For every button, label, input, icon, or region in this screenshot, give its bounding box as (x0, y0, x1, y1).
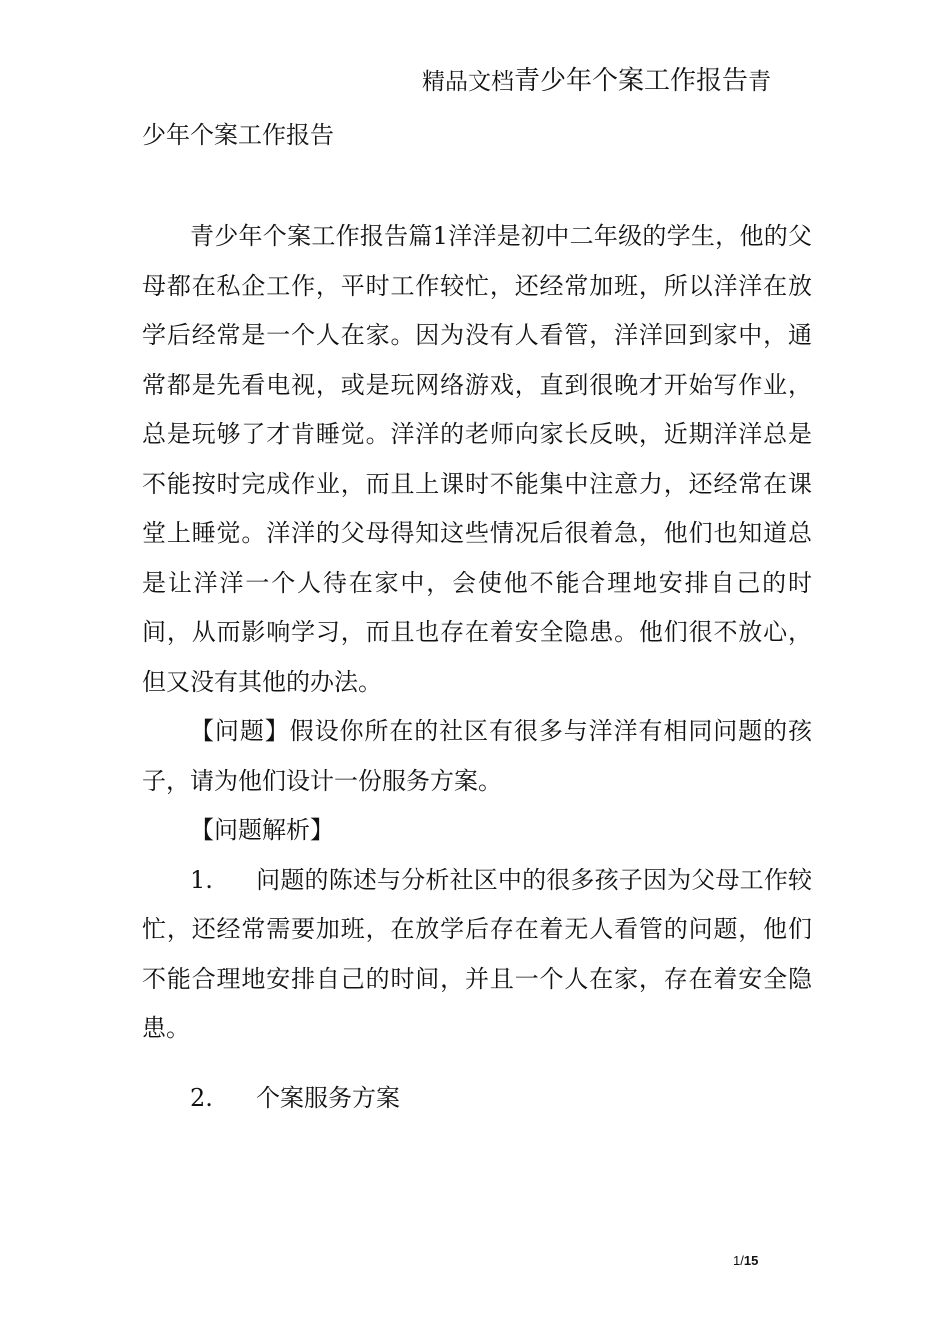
list-item (142, 1074, 812, 1124)
title-continuation: 少年个案工作报告 (142, 121, 334, 149)
document-body (142, 212, 812, 1123)
current-page: 1 (733, 1253, 741, 1268)
list-item-text: 问题的陈述与分析社区中的很多孩子因为父母工作较忙，还经常需要加班，在放学后存在着无人看管的问题，他们不能合理地安排自己的时间，并且一个人在家，存在着安全隐患。 (142, 865, 812, 1042)
analysis-heading: 【问题解析】 (190, 816, 334, 844)
list-item-text: 个案服务方案 (256, 1083, 400, 1112)
question-paragraph: 【问题】假设你所在的社区有很多与洋洋有相同问题的孩子，请为他们设计一份服务方案。 (142, 717, 812, 795)
page-number (733, 1253, 758, 1268)
total-pages: 15 (743, 1253, 759, 1268)
list-item-number: 1. (190, 865, 213, 894)
header-title-tail: 青 (748, 69, 772, 95)
page-separator: / (740, 1253, 744, 1268)
list-item (142, 856, 812, 1054)
case-paragraph: 青少年个案工作报告篇1洋洋是初中二年级的学生，他的父母都在私企工作，平时工作较忙，还经常加班，所以洋洋在放学后经常是一个人在家。因为没有人看管，洋洋回到家中，通常都是先看电视，或是玩网络游戏，直到很晚才开始写作业，总是玩够了才肯睡觉。洋洋的老师向家长反映，近期洋洋总是不能按时完成作业，而且上课时不能集中注意力，还经常在课堂上睡觉。洋洋的父母得知这些情况后很着急，他们也知道总是让洋洋一个人待在家中，会使他不能合理地安排自己的时间，从而影响学习，而且也存在着安全隐患。他们很不放心，但又没有其他的办法。 (142, 222, 812, 696)
header-prefix: 精品文档 (422, 69, 514, 95)
page-header (422, 62, 822, 101)
list-item-number: 2. (190, 1083, 213, 1112)
document-title: 青少年个案工作报告 (514, 66, 749, 96)
